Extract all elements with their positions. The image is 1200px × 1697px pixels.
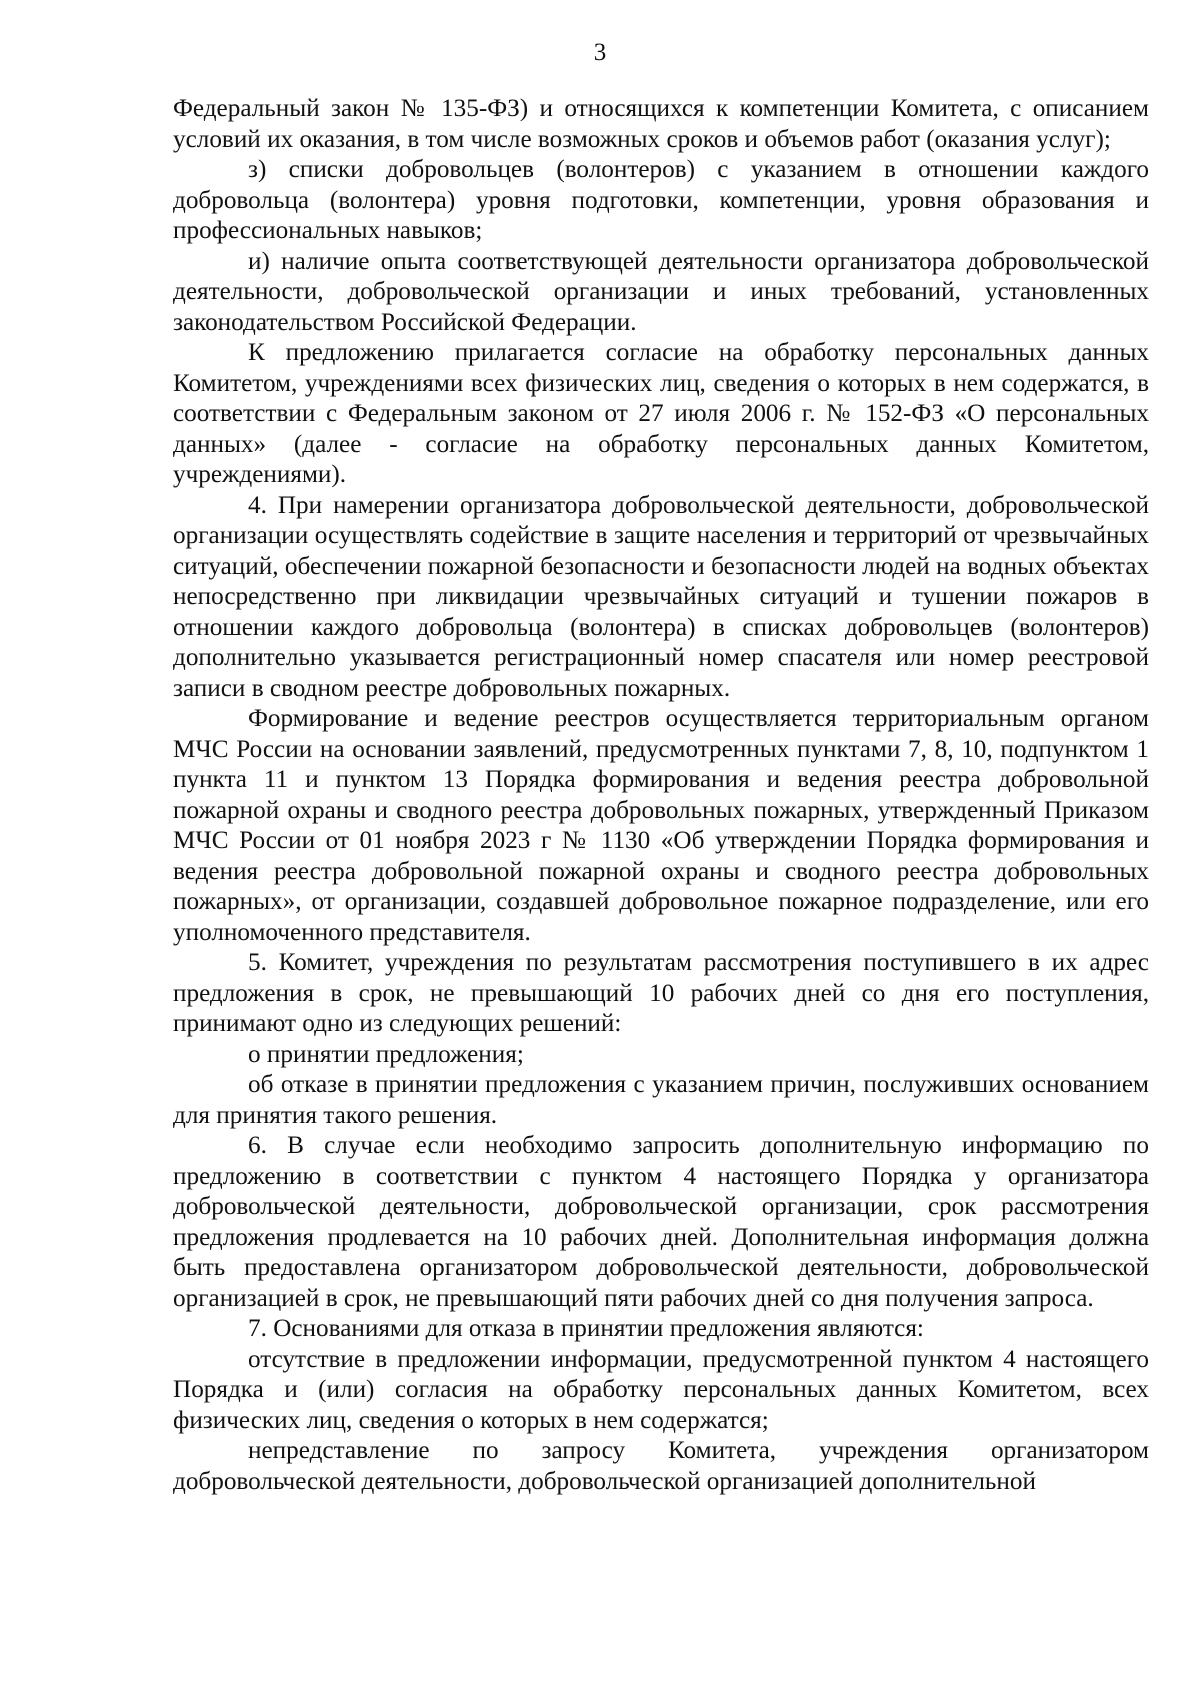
paragraph-reason-absence: отсутствие в предложении информации, предусмотренной пунктом 4 настоящего Порядка и (или) согласия на обработку персональных данных Комитетом, всех физических лиц, сведения о которых в нем содержатся; <box>173 1345 1149 1434</box>
paragraph-point-6: 6. В случае если необходимо запросить дополнительную информацию по предложению в соответствии с пунктом 4 настоящего Порядка у организатора добровольческой деятельности, добровольческой организации, срок рассмотрения предложения продлевается на 10 рабочих дней. Дополнительная информация должна быть предоставлена организатором добровольческой деятельности, добровольческой организацией в срок, не превышающий пяти рабочих дней со дня получения запроса. <box>173 1132 1149 1312</box>
paragraph-point-7: 7. Основаниями для отказа в принятии предложения являются: <box>248 1315 924 1342</box>
paragraph-decision-reject: об отказе в принятии предложения с указанием причин, послуживших основанием для принятия такого решения. <box>173 1071 1149 1129</box>
paragraph-point-4: 4. При намерении организатора добровольческой деятельности, добровольческой организации осуществлять содействие в защите населения и территорий от чрезвычайных ситуаций, обеспечении пожарной безопасности и безопасности людей на водных объектах непосредственно при ликвидации чрезвычайных ситуаций и тушении пожаров в отношении каждого добровольца (волонтера) в списках добровольцев (волонтеров) дополнительно указывается регистрационный номер спасателя или номер реестровой записи в сводном реестре добровольных пожарных. <box>173 491 1149 702</box>
paragraph-continuation: Федеральный закон № 135-ФЗ) и относящихся к компетенции Комитета, с описанием условий их оказания, в том числе возможных сроков и объемов работ (оказания услуг); <box>173 95 1149 153</box>
paragraph-point-5: 5. Комитет, учреждения по результатам рассмотрения поступившего в их адрес предложения в срок, не превышающий 10 рабочих дней со дня его поступления, принимают одно из следующих решений: <box>173 949 1149 1037</box>
page-number: 3 <box>593 39 607 66</box>
paragraph-registers: Формирование и ведение реестров осуществляется территориальным органом МЧС России на основании заявлений, предусмотренных пунктами 7, 8, 10, подпунктом 1 пункта 11 и пунктом 13 Порядка формирования и ведения реестра добровольной пожарной охраны и сводного реестра добровольных пожарных, утвержденный Приказом МЧС России от 01 ноября 2023 г № 1130 «Об утверждении Порядка формирования и ведения реестра добровольной пожарной охраны и сводного реестра добровольных пожарных», от организации, создавшей добровольное пожарное подразделение, или его уполномоченного представителя. <box>173 705 1149 946</box>
paragraph-item-i: и) наличие опыта соответствующей деятельности организатора добровольческой деятельности, добровольческой организации и иных требований, установленных законодательством Российской Федерации. <box>173 247 1149 336</box>
paragraph-consent: К предложению прилагается согласие на обработку персональных данных Комитетом, учреждениями всех физических лиц, сведения о которых в нем содержатся, в соответствии с Федеральным законом от 27 июля 2006 г. № 152-ФЗ «О персональных данных» (далее - согласие на обработку персональных данных Комитетом, учреждениями). <box>173 339 1149 488</box>
document-body <box>173 94 1149 1497</box>
paragraph-reason-nonsubmission: непредставление по запросу Комитета, учреждения организатором добровольческой деятельности, добровольческой организацией дополнительной <box>173 1437 1149 1495</box>
paragraph-item-z: з) списки добровольцев (волонтеров) с указанием в отношении каждого добровольца (волонтера) уровня подготовки, компетенции, уровня образования и профессиональных навыков; <box>173 156 1149 244</box>
paragraph-decision-accept: о принятии предложения; <box>248 1040 524 1068</box>
